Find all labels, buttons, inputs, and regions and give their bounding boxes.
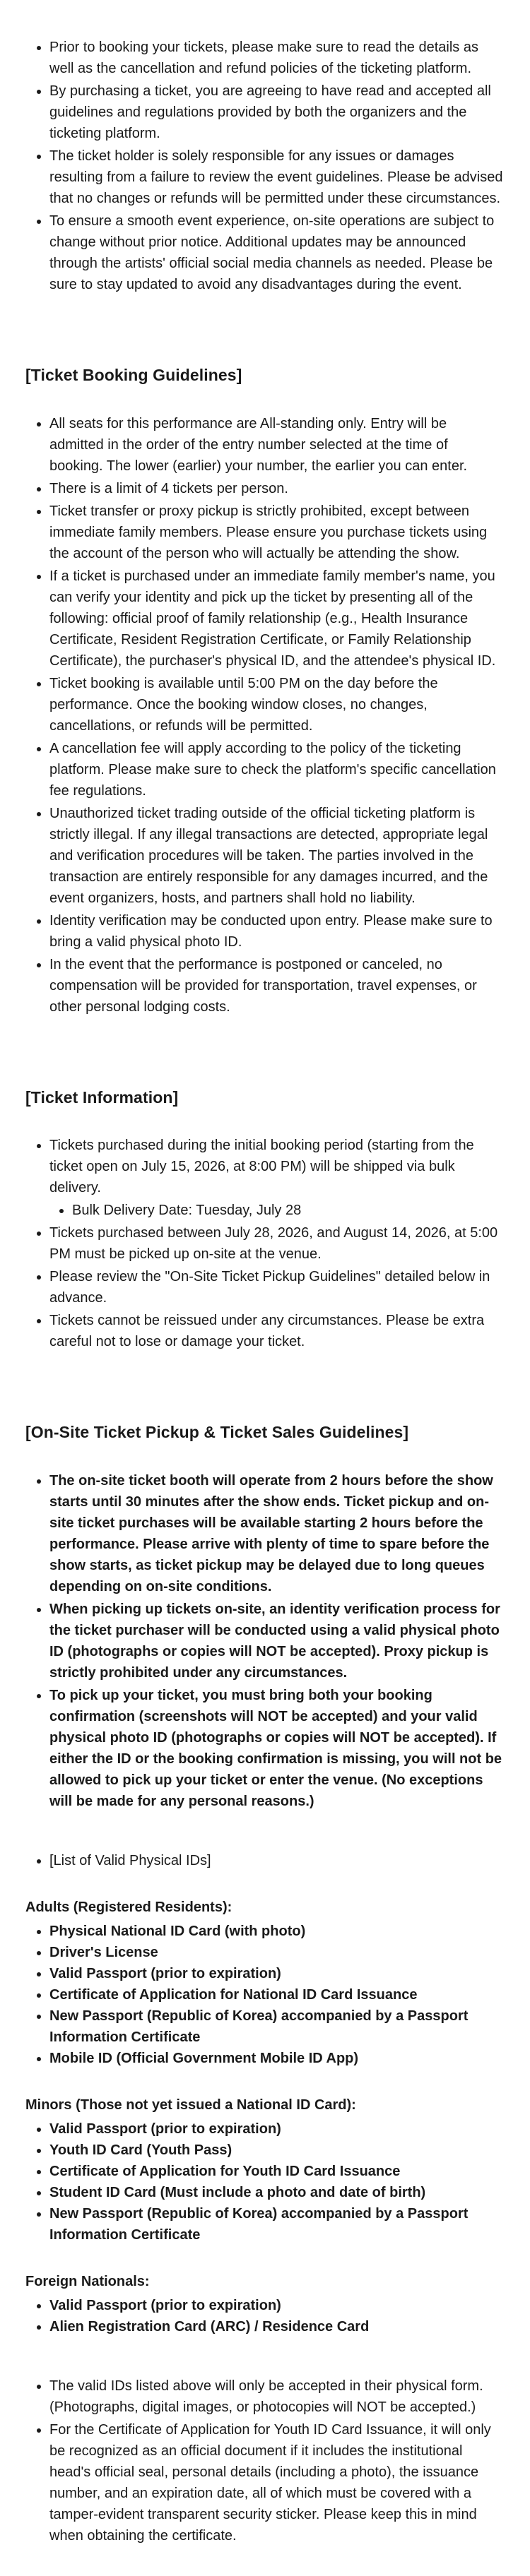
valid-ids-label-list [25, 1850, 505, 1871]
onsite-guidelines-list [25, 1470, 505, 1812]
list-item: • By purchasing a ticket, you are agreeing to have read and accepted all guidelines and regulations provided by both the organizers and the ticketing platform. [49, 80, 505, 144]
group-title: Adults (Registered Residents): [25, 1899, 232, 1915]
adults-id-list [25, 1921, 505, 2069]
sub-list-item: • Bulk Delivery Date: Tuesday, July 28 [72, 1200, 505, 1221]
list-item: • Valid Passport (prior to expiration) [49, 1963, 505, 1984]
list-item: • Certificate of Application for Youth ID Card Issuance [49, 2161, 505, 2182]
list-item: • Youth ID Card (Youth Pass) [49, 2140, 505, 2161]
sub-list [49, 1200, 505, 1221]
section-heading: [On-Site Ticket Pickup & Ticket Sales Guidelines] [25, 1423, 409, 1441]
list-item: • For the Certificate of Application for Youth ID Card Issuance, it will only be recognized as an official document if it includes the institutional head's official seal, personal details (including a photo), the issuance number, and an expiration date, all of which must be covered with a tamper-evident transparent security sticker. Please keep this in mind when obtaining the certificate. [49, 2419, 505, 2546]
booking-guidelines-section [25, 363, 505, 1018]
list-item: • If a ticket is purchased under an immediate family member's name, you can verify your identity and pick up the ticket by presenting all of the following: official proof of family relationship (e.g., Health Insurance Certificate, Resident Registration Certificate, or Family Relationship Certificate), the purchaser's physical ID, and the attendee's physical ID. [49, 566, 505, 672]
onsite-pickup-section [25, 1420, 505, 2546]
section-heading: [Ticket Information] [25, 1087, 179, 1107]
list-item: • Alien Registration Card (ARC) / Residence Card [49, 2316, 505, 2337]
list-item: • The ticket holder is solely responsible for any issues or damages resulting from a failure to review the event guidelines. Please be advised that no changes or refunds will be permitted under these circumstances. [49, 145, 505, 209]
list-item: • Certificate of Application for National ID Card Issuance [49, 1984, 505, 2005]
list-item: • New Passport (Republic of Korea) accompanied by a Passport Information Certificate [49, 2005, 505, 2048]
list-item: • A cancellation fee will apply according to the policy of the ticketing platform. Please make sure to check the platform's specific cancellation fee regulations. [49, 738, 505, 801]
list-item: • All seats for this performance are All-standing only. Entry will be admitted in the order of the entry number selected at the time of booking. The lower (earlier) your number, the earlier you can enter. [49, 413, 505, 477]
list-item: • Identity verification may be conducted upon entry. Please make sure to bring a valid physical photo ID. [49, 910, 505, 953]
list-item: • Unauthorized ticket trading outside of the official ticketing platform is strictly illegal. If any illegal transactions are detected, appropriate legal and verification procedures will be taken. The parties involved in the transaction are entirely responsible for any damages incurred, and the event organizers, hosts, and partners shall hold no liability. [49, 803, 505, 909]
list-item: • Please review the "On-Site Ticket Pickup Guidelines" detailed below in advance. [49, 1266, 505, 1308]
list-item: • When picking up tickets on-site, an identity verification process for the ticket purchaser will be conducted using a valid physical photo ID (photographs or copies will NOT be accepted). Proxy pickup is strictly prohibited under any circumstances. [49, 1599, 505, 1683]
list-item: • The valid IDs listed above will only be accepted in their physical form. (Photographs, digital images, or photocopies will NOT be accepted.) [49, 2375, 505, 2418]
list-item: • Valid Passport (prior to expiration) [49, 2118, 505, 2140]
list-item: • Prior to booking your tickets, please make sure to read the details as well as the cancellation and refund policies of the ticketing platform. [49, 37, 505, 79]
list-item: • The on-site ticket booth will operate from 2 hours before the show starts until 30 minutes after the show ends. Ticket pickup and on-site ticket purchases will be available starting 2 hours before the performance. Please arrive with plenty of time to spare before the show starts, as ticket pickup may be delayed due to long queues depending on on-site conditions. [49, 1470, 505, 1597]
minors-id-group [25, 2094, 505, 2246]
id-notes-list [25, 2375, 505, 2546]
list-item-text: Tickets purchased during the initial booking period (starting from the ticket open on July 15, 2026, at 8:00 PM) will be shipped via bulk delivery. [49, 1138, 474, 1195]
list-item: • Student ID Card (Must include a photo and date of birth) [49, 2182, 505, 2203]
valid-ids-label: • [List of Valid Physical IDs] [49, 1850, 505, 1871]
booking-guidelines-list [25, 413, 505, 1018]
group-title: Foreign Nationals: [25, 2273, 150, 2289]
list-item: • Physical National ID Card (with photo) [49, 1921, 505, 1942]
ticket-information-list [25, 1135, 505, 1352]
list-item: • Valid Passport (prior to expiration) [49, 2295, 505, 2316]
intro-section [25, 37, 505, 295]
foreign-id-list [25, 2295, 505, 2337]
section-heading: [Ticket Booking Guidelines] [25, 366, 242, 384]
ticket-information-section [25, 1085, 505, 1353]
list-item: • Tickets cannot be reissued under any circumstances. Please be extra careful not to lose or damage your ticket. [49, 1310, 505, 1352]
list-item: • In the event that the performance is postponed or canceled, no compensation will be provided for transportation, travel expenses, or other personal lodging costs. [49, 954, 505, 1018]
foreign-id-group [25, 2271, 505, 2337]
list-item: • Ticket transfer or proxy pickup is strictly prohibited, except between immediate family members. Please ensure you purchase tickets using the account of the person who will actually be attending the show. [49, 501, 505, 564]
list-item: • Driver's License [49, 1942, 505, 1963]
list-item: • Ticket booking is available until 5:00 PM on the day before the performance. Once the booking window closes, no changes, cancellations, or refunds will be permitted. [49, 673, 505, 737]
list-item [49, 1135, 505, 1221]
intro-list [25, 37, 505, 295]
minors-id-list [25, 2118, 505, 2246]
list-item: • There is a limit of 4 tickets per person. [49, 478, 505, 499]
list-item: • To pick up your ticket, you must bring both your booking confirmation (screenshots will NOT be accepted) and your valid physical photo ID (photographs or copies will NOT be accepted). If either the ID or the booking confirmation is missing, you will not be allowed to pick up your ticket or enter the venue. (No exceptions will be made for any personal reasons.) [49, 1685, 505, 1812]
list-item: • Tickets purchased between July 28, 2026, and August 14, 2026, at 5:00 PM must be picked up on-site at the venue. [49, 1222, 505, 1265]
list-item: • Mobile ID (Official Government Mobile ID App) [49, 2048, 505, 2069]
list-item: • New Passport (Republic of Korea) accompanied by a Passport Information Certificate [49, 2203, 505, 2246]
list-item: • To ensure a smooth event experience, on-site operations are subject to change without prior notice. Additional updates may be announced through the artists' official social media channels as needed. Please be sure to stay updated to avoid any disadvantages during the event. [49, 210, 505, 295]
adults-id-group [25, 1897, 505, 2069]
group-title: Minors (Those not yet issued a National ID Card): [25, 2097, 356, 2113]
